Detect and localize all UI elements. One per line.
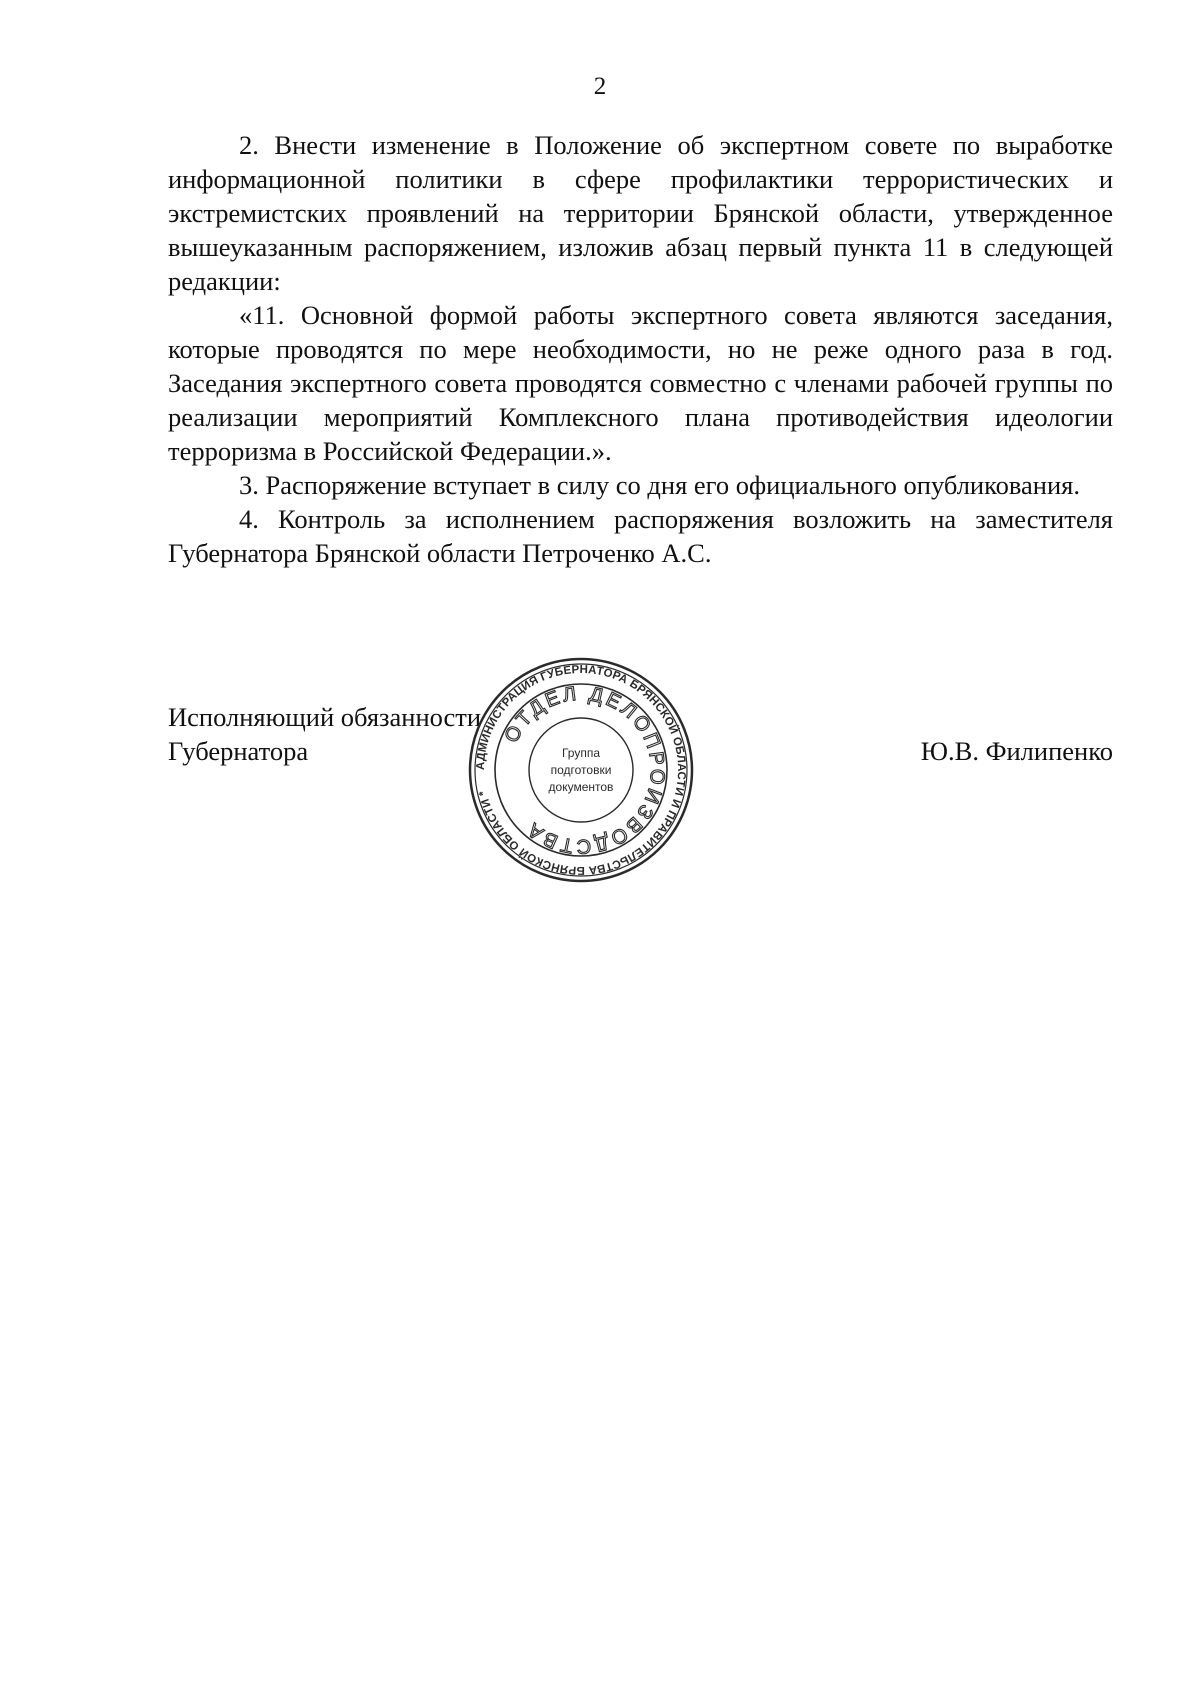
seal-graphic bbox=[466, 655, 696, 885]
signatory-name: Ю.В. Филипенко bbox=[920, 736, 1113, 766]
paragraph-item-2: 2. Внести изменение в Положение об экспертном совете по выработке информационной политики в сфере профилактики террористических и экстремистских проявлений на территории Брянской области, утвержденное вышеуказанным распоряжением, изложив абзац первый пункта 11 в следующей редакции: bbox=[168, 130, 1113, 296]
seal-center-line3: документов bbox=[548, 780, 614, 794]
seal-center-line1: Группа bbox=[561, 746, 601, 760]
signatory-position-line2: Губернатора bbox=[168, 736, 309, 766]
official-seal-stamp bbox=[466, 655, 696, 885]
signatory-position-line1: Исполняющий обязанности bbox=[168, 702, 482, 732]
page-number: 2 bbox=[593, 73, 607, 100]
paragraph-item-11-quote: «11. Основной формой работы экспертного совета являются заседания, которые проводятся по мере необходимости, но не реже одного раза в год. Заседания экспертного совета проводятся совместно с членами рабочей группы по реализации мероприятий Комплексного плана противодействия идеологии терроризма в Российской Федерации.». bbox=[168, 300, 1113, 466]
document-body bbox=[168, 128, 1113, 570]
seal-outer-text: АДМИНИСТРАЦИЯ ГУБЕРНАТОРА БРЯНСКОЙ ОБЛАСТИ И ПРАВИТЕЛЬСТВА БРЯНСКОЙ ОБЛАСТИ * bbox=[474, 663, 688, 877]
seal-middle-text: ОТДЕЛ ДЕЛОПРОИЗВОДСТВА bbox=[500, 682, 669, 858]
paragraph-item-3: 3. Распоряжение вступает в силу со дня его официального опубликования. bbox=[239, 470, 1080, 500]
paragraph-item-4: 4. Контроль за исполнением распоряжения возложить на заместителя Губернатора Брянской области Петроченко А.С. bbox=[168, 504, 1113, 568]
seal-center-line2: подготовки bbox=[550, 763, 612, 777]
